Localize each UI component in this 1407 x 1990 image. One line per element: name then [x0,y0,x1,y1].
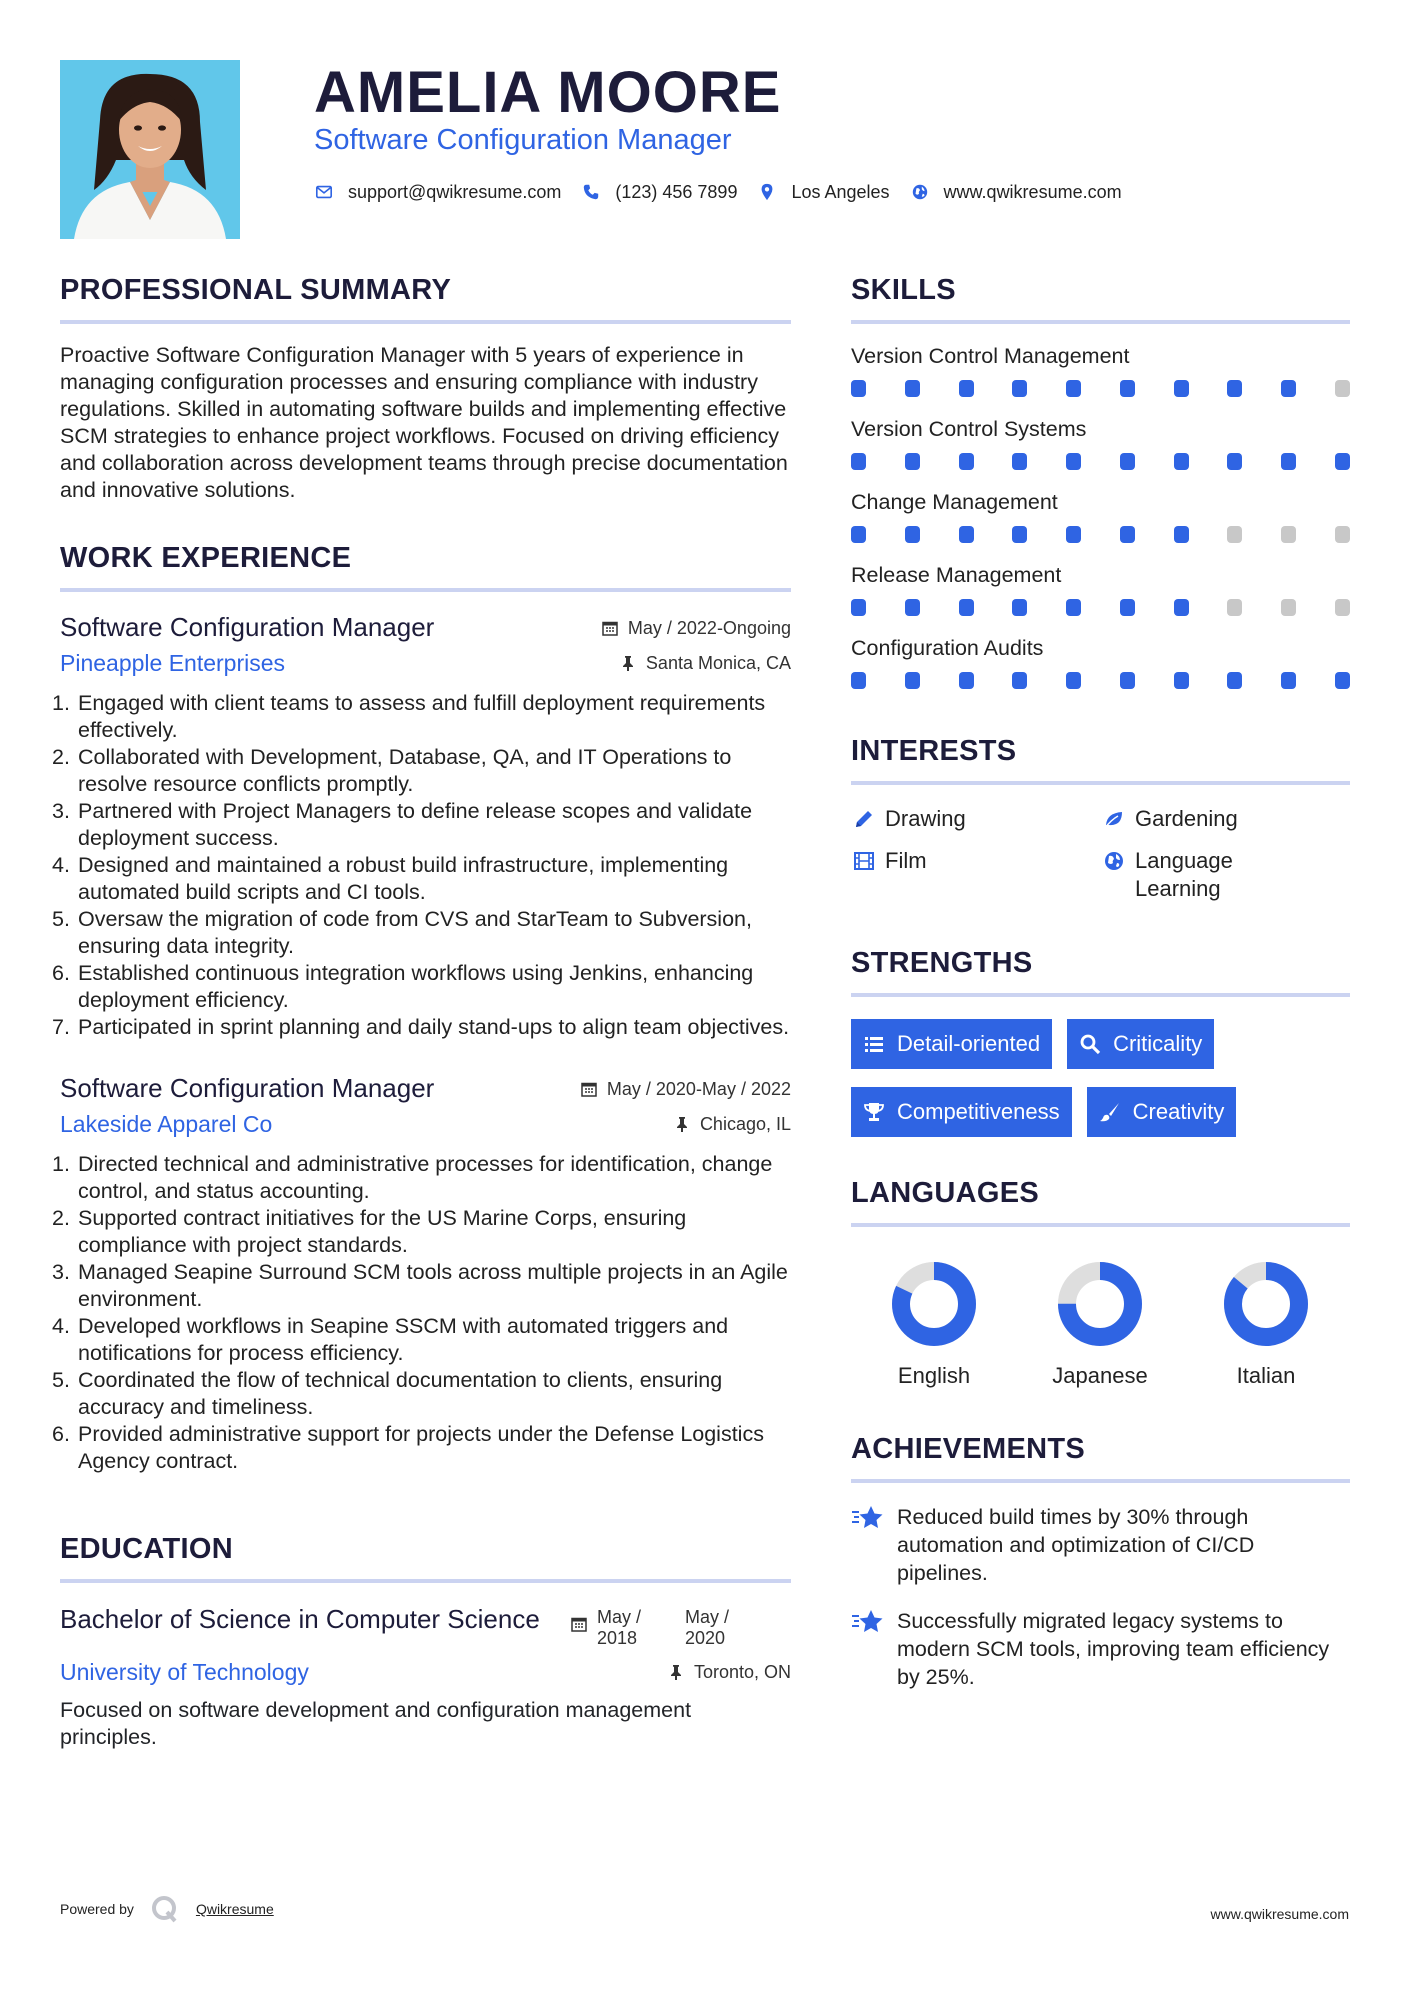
pushpin-icon [620,655,646,671]
rating-dot-empty [1281,526,1296,543]
education-location-text: Toronto, ON [693,1661,791,1682]
contact-phone-text: (123) 456 7899 [615,181,738,202]
language-proficiency-ring [891,1261,977,1347]
task-text: Directed technical and administrative processes for identification, change control, and status accounting. [78,1152,773,1203]
skill-name: Version Control Systems [851,417,1087,441]
languages-heading: LANGUAGES [851,1177,1039,1209]
interest-label: Gardening [1135,806,1238,831]
strength-label: Competitiveness [897,1099,1060,1124]
job-location-text: Santa Monica, CA [645,652,791,673]
skill-rating [851,672,1350,689]
contact-website-text: www.qwikresume.com [943,181,1122,202]
skill-rating [851,599,1350,616]
skill-name: Version Control Management [851,344,1130,368]
brush-icon [1099,1101,1133,1123]
task-text: Designed and maintained a robust build infrastructure, implementing automated build scripts and CI tools. [78,853,729,904]
list-icon [863,1033,897,1055]
language-proficiency-ring [1223,1261,1309,1347]
interest-item [1101,805,1350,833]
language-name: Italian [1236,1363,1296,1388]
powered-by-text: Powered by [60,1901,134,1917]
interest-label: Drawing [885,806,966,831]
job-list [52,610,791,1475]
job-role: Software Configuration Manager [60,612,435,642]
task-number: 2. [52,1206,70,1230]
languages-section [851,1175,1350,1389]
section-divider [851,1479,1350,1483]
task-text: Managed Seapine Surround SCM tools across multiple projects in an Agile environment. [78,1260,788,1311]
task-number: 4. [52,853,70,877]
rating-dot-filled [959,526,974,543]
envelope-icon [314,182,334,202]
task-item [52,1205,791,1259]
task-number: 6. [52,1422,70,1446]
job-dates-text: May / 2020-May / 2022 [606,1078,791,1099]
brand-link[interactable]: Qwikresume [195,1901,274,1917]
skill-item [851,342,1350,397]
company-name: Lakeside Apparel Co [60,1111,273,1137]
task-item [52,906,791,960]
interest-label: Language Learning [1135,848,1233,901]
task-item [52,852,791,906]
task-text: Participated in sprint planning and daily stand-ups to align team objectives. [78,1015,790,1039]
task-number: 7. [52,1015,70,1039]
skill-name: Configuration Audits [851,636,1044,660]
strengths-heading: STRENGTHS [851,947,1033,979]
task-item [52,1259,791,1313]
summary-text: Proactive Software Configuration Manager with 5 years of experience in managing configuration processes and ensuring compliance with industry regulations. Skilled in automating software builds and implementing effective SCM strategies to enhance project workflows. Focused on driving efficiency and collaboration across development teams through precise documentation and innovative solutions. [60,343,788,502]
section-divider [851,993,1350,997]
language-name: English [897,1363,971,1388]
skill-item [851,415,1350,470]
task-item [52,1367,791,1421]
task-number: 1. [52,691,70,715]
company-name: Pineapple Enterprises [60,650,286,676]
avatar-illustration [60,60,240,239]
language-item [1017,1261,1183,1389]
rating-dot-filled [851,599,866,616]
map-pin-icon [757,182,777,202]
education-end: May / 2020 [685,1607,730,1648]
film-icon [851,847,877,875]
skills-heading: SKILLS [851,274,956,306]
rating-dot-filled [1174,599,1189,616]
task-text: Developed workflows in Seapine SSCM with automated triggers and notifications for process efficiency. [78,1314,729,1365]
rating-dot-filled [1012,380,1027,397]
qwikresume-logo-icon [150,1894,180,1924]
achievement-text: Reduced build times by 30% through automation and optimization of CI/CD pipelines. [897,1505,1255,1585]
rating-dot-filled [1281,453,1296,470]
section-divider [851,1223,1350,1227]
section-divider [851,320,1350,324]
language-item [1183,1261,1349,1389]
task-text: Supported contract initiatives for the US Marine Corps, ensuring compliance with project standards. [78,1206,687,1257]
globe-icon [910,182,930,202]
rating-dot-empty [1335,599,1350,616]
job-location [674,1114,791,1135]
rating-dot-filled [1281,380,1296,397]
task-number: 3. [52,799,70,823]
right-column [851,272,1350,1691]
task-number: 3. [52,1260,70,1284]
candidate-title: Software Configuration Manager [314,124,732,156]
rating-dot-filled [1227,672,1242,689]
summary-section [60,272,791,504]
task-text: Partnered with Project Managers to define release scopes and validate deployment success. [78,799,753,850]
contact-phone[interactable] [581,182,737,203]
contact-location-text: Los Angeles [791,181,890,202]
education-dates [571,1607,755,1649]
rating-dot-filled [1012,599,1027,616]
language-list [851,1261,1350,1389]
strength-chip [851,1087,1072,1137]
task-item [52,744,791,798]
contact-email-text: support@qwikresume.com [348,181,562,202]
job-role: Software Configuration Manager [60,1073,435,1103]
task-item [52,960,791,1014]
task-list [52,1151,791,1475]
task-text: Established continuous integration workflows using Jenkins, enhancing deployment efficiency. [78,961,754,1012]
skill-rating [851,380,1350,397]
strength-label: Criticality [1113,1031,1203,1056]
skills-section [851,272,1350,689]
job-location [620,653,791,674]
section-divider [60,1579,791,1583]
rating-dot-filled [1174,453,1189,470]
rating-dot-empty [1281,599,1296,616]
education-section [60,1531,791,1751]
task-text: Engaged with client teams to assess and fulfill deployment requirements effectively. [78,691,766,742]
strengths-section [851,945,1350,1137]
job-location-text: Chicago, IL [699,1113,791,1134]
strength-chip [1087,1087,1237,1137]
rating-dot-filled [1120,453,1135,470]
language-proficiency-ring [1057,1261,1143,1347]
rating-dot-empty [1227,526,1242,543]
job-dates [602,618,791,639]
section-divider [60,320,791,324]
rating-dot-filled [1066,380,1081,397]
interest-item [851,847,1101,903]
profile-photo [60,60,240,239]
summary-heading: PROFESSIONAL SUMMARY [60,274,452,306]
job-dates [581,1079,791,1100]
strength-chip [1067,1019,1214,1069]
pushpin-icon [668,1664,684,1680]
candidate-name: AMELIA MOORE [314,60,782,125]
contact-bar [314,178,1142,206]
rating-dot-filled [1174,672,1189,689]
rating-dot-filled [1120,526,1135,543]
education-location [668,1662,791,1683]
rating-dot-filled [959,380,974,397]
rating-dot-filled [1174,380,1189,397]
task-number: 5. [52,907,70,931]
education-start: May / 2018 [597,1607,642,1648]
task-number: 5. [52,1368,70,1392]
task-text: Oversaw the migration of code from CVS and StarTeam to Subversion, ensuring data integrity. [78,907,752,958]
rating-dot-filled [905,526,920,543]
interest-item [1101,847,1350,903]
language-name: Japanese [1052,1363,1148,1388]
achievement-item [851,1607,1350,1691]
task-item [52,798,791,852]
rating-dot-filled [1066,526,1081,543]
rating-dot-filled [851,380,866,397]
task-item [52,690,791,744]
rating-dot-filled [1120,672,1135,689]
task-item [52,1313,791,1367]
task-item [52,1151,791,1205]
skill-item [851,561,1350,616]
rating-dot-filled [1335,672,1350,689]
rating-dot-filled [1227,380,1242,397]
strength-list [851,1019,1350,1137]
achievement-item [851,1503,1350,1587]
rating-dot-filled [1066,453,1081,470]
section-divider [851,781,1350,785]
job-entry [52,1071,791,1475]
rating-dot-empty [1227,599,1242,616]
task-text: Collaborated with Development, Database, QA, and IT Operations to resolve resource conflicts promptly. [78,745,732,796]
pushpin-icon [674,1116,700,1132]
education-description: Focused on software development and configuration management principles. [60,1698,692,1749]
rating-dot-filled [959,672,974,689]
calendar-icon [581,1081,607,1097]
school-name: University of Technology [60,1659,309,1685]
rating-dot-filled [905,599,920,616]
footer-powered-by [60,1894,274,1924]
task-number: 6. [52,961,70,985]
star-badge-icon [851,1607,887,1637]
interest-list [851,805,1350,903]
star-badge-icon [851,1503,887,1533]
rating-dot-filled [959,599,974,616]
task-item [52,1014,791,1041]
skill-name: Release Management [851,563,1062,587]
rating-dot-filled [1066,599,1081,616]
search-icon [1079,1033,1113,1055]
education-entry [60,1603,791,1751]
rating-dot-filled [1227,453,1242,470]
rating-dot-filled [1174,526,1189,543]
job-entry [52,610,791,1041]
rating-dot-filled [1012,453,1027,470]
rating-dot-filled [905,672,920,689]
contact-location [757,182,889,203]
leaf-icon [1101,805,1127,833]
interests-section [851,733,1350,903]
skill-item [851,488,1350,543]
task-text: Coordinated the flow of technical documentation to clients, ensuring accuracy and timeliness. [78,1368,723,1419]
task-list [52,690,791,1041]
achievement-list [851,1503,1350,1691]
skill-rating [851,526,1350,543]
interest-item [851,805,1101,833]
globe-icon [1101,847,1127,875]
experience-heading: WORK EXPERIENCE [60,542,352,574]
skill-list [851,342,1350,689]
footer-site[interactable]: www.qwikresume.com [1210,1906,1349,1922]
trophy-icon [863,1101,897,1123]
contact-email[interactable] [314,182,561,203]
task-number: 2. [52,745,70,769]
calendar-icon [602,620,628,636]
pencil-icon [851,805,877,833]
rating-dot-filled [851,672,866,689]
phone-icon [581,182,601,202]
left-column [52,272,791,1751]
achievements-heading: ACHIEVEMENTS [851,1433,1086,1465]
calendar-icon [571,1616,587,1632]
rating-dot-filled [905,453,920,470]
task-item [52,1421,791,1475]
skill-name: Change Management [851,490,1058,514]
skill-rating [851,453,1350,470]
task-text: Provided administrative support for projects under the Defense Logistics Agency contract. [78,1422,764,1473]
interests-heading: INTERESTS [851,735,1017,767]
rating-dot-filled [1120,599,1135,616]
rating-dot-filled [1012,672,1027,689]
rating-dot-filled [905,380,920,397]
section-divider [60,588,791,592]
strength-chip [851,1019,1052,1069]
degree-title: Bachelor of Science in Computer Science [60,1604,540,1634]
language-item [851,1261,1017,1389]
rating-dot-filled [851,526,866,543]
achievements-section [851,1431,1350,1691]
strength-label: Creativity [1132,1099,1225,1124]
rating-dot-filled [1012,526,1027,543]
rating-dot-empty [1335,380,1350,397]
rating-dot-filled [1066,672,1081,689]
experience-section [52,540,791,1475]
achievement-text: Successfully migrated legacy systems to modern SCM tools, improving team efficiency by 25%. [897,1609,1330,1689]
task-number: 4. [52,1314,70,1338]
interest-label: Film [885,848,927,873]
task-number: 1. [52,1152,70,1176]
education-heading: EDUCATION [60,1533,233,1565]
strength-label: Detail-oriented [897,1031,1041,1056]
job-dates-text: May / 2022-Ongoing [627,617,791,638]
rating-dot-filled [1281,672,1296,689]
rating-dot-filled [1335,453,1350,470]
rating-dot-filled [1120,380,1135,397]
skill-item [851,634,1350,689]
contact-website[interactable] [910,182,1122,203]
rating-dot-empty [1335,526,1350,543]
rating-dot-filled [959,453,974,470]
rating-dot-filled [851,453,866,470]
